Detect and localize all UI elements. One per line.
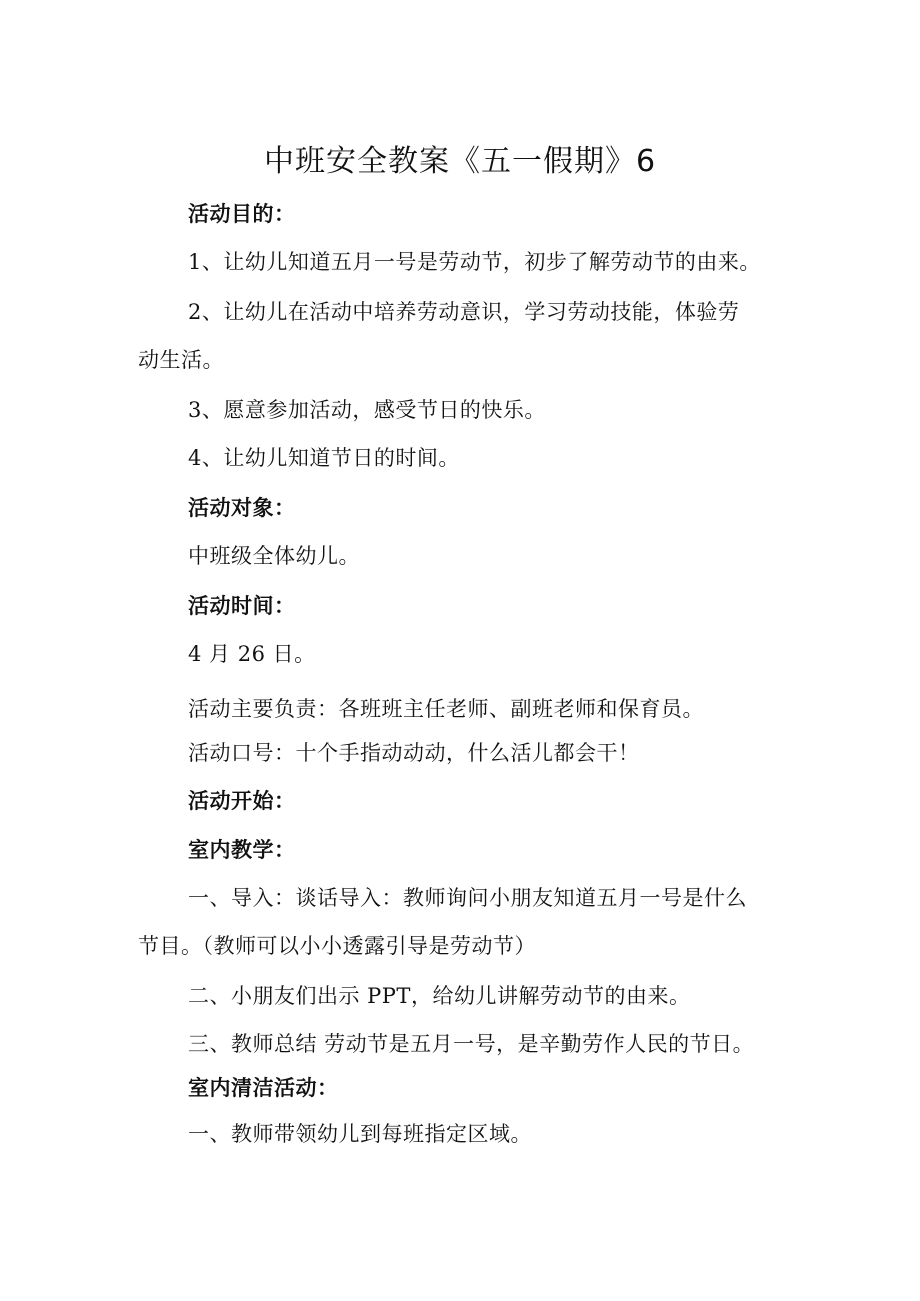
cleaning-heading: 室内清洁活动：	[188, 1076, 339, 1100]
step-1-line-2: 节目。（教师可以小小透露引导是劳动节）	[138, 934, 536, 958]
step-1-line-1: 一、导入：谈话导入：教师询问小朋友知道五月一号是什么	[188, 886, 747, 910]
time-heading: 活动时间：	[188, 594, 296, 618]
slogan-text: 活动口号：十个手指动动动，什么活儿都会干！	[188, 741, 640, 765]
time-text: 4 月 26 日。	[188, 642, 316, 666]
goal-item-3: 3、愿意参加活动，感受节日的快乐。	[188, 398, 546, 422]
step-2: 二、小朋友们出示 PPT，给幼儿讲解劳动节的由来。	[188, 984, 691, 1008]
goal-item-4: 4、让幼儿知道节日的时间。	[188, 446, 460, 470]
target-text: 中班级全体幼儿。	[188, 544, 360, 568]
target-heading: 活动对象：	[188, 496, 296, 520]
indoor-teaching-heading: 室内教学：	[188, 838, 296, 862]
goal-item-2-line-2: 动生活。	[138, 348, 224, 372]
responsible-text: 活动主要负责：各班班主任老师、副班老师和保育员。	[188, 697, 704, 721]
goal-item-2-line-1: 2、让幼儿在活动中培养劳动意识，学习劳动技能，体验劳	[188, 300, 740, 324]
cleaning-step-1: 一、教师带领幼儿到每班指定区域。	[188, 1122, 532, 1146]
document-title: 中班安全教案《五一假期》6	[263, 144, 657, 179]
goal-heading: 活动目的：	[188, 202, 296, 226]
start-heading: 活动开始：	[188, 789, 296, 813]
goal-item-1: 1、让幼儿知道五月一号是劳动节，初步了解劳动节的由来。	[188, 250, 761, 274]
step-3: 三、教师总结 劳动节是五月一号，是辛勤劳作人民的节日。	[188, 1032, 755, 1056]
